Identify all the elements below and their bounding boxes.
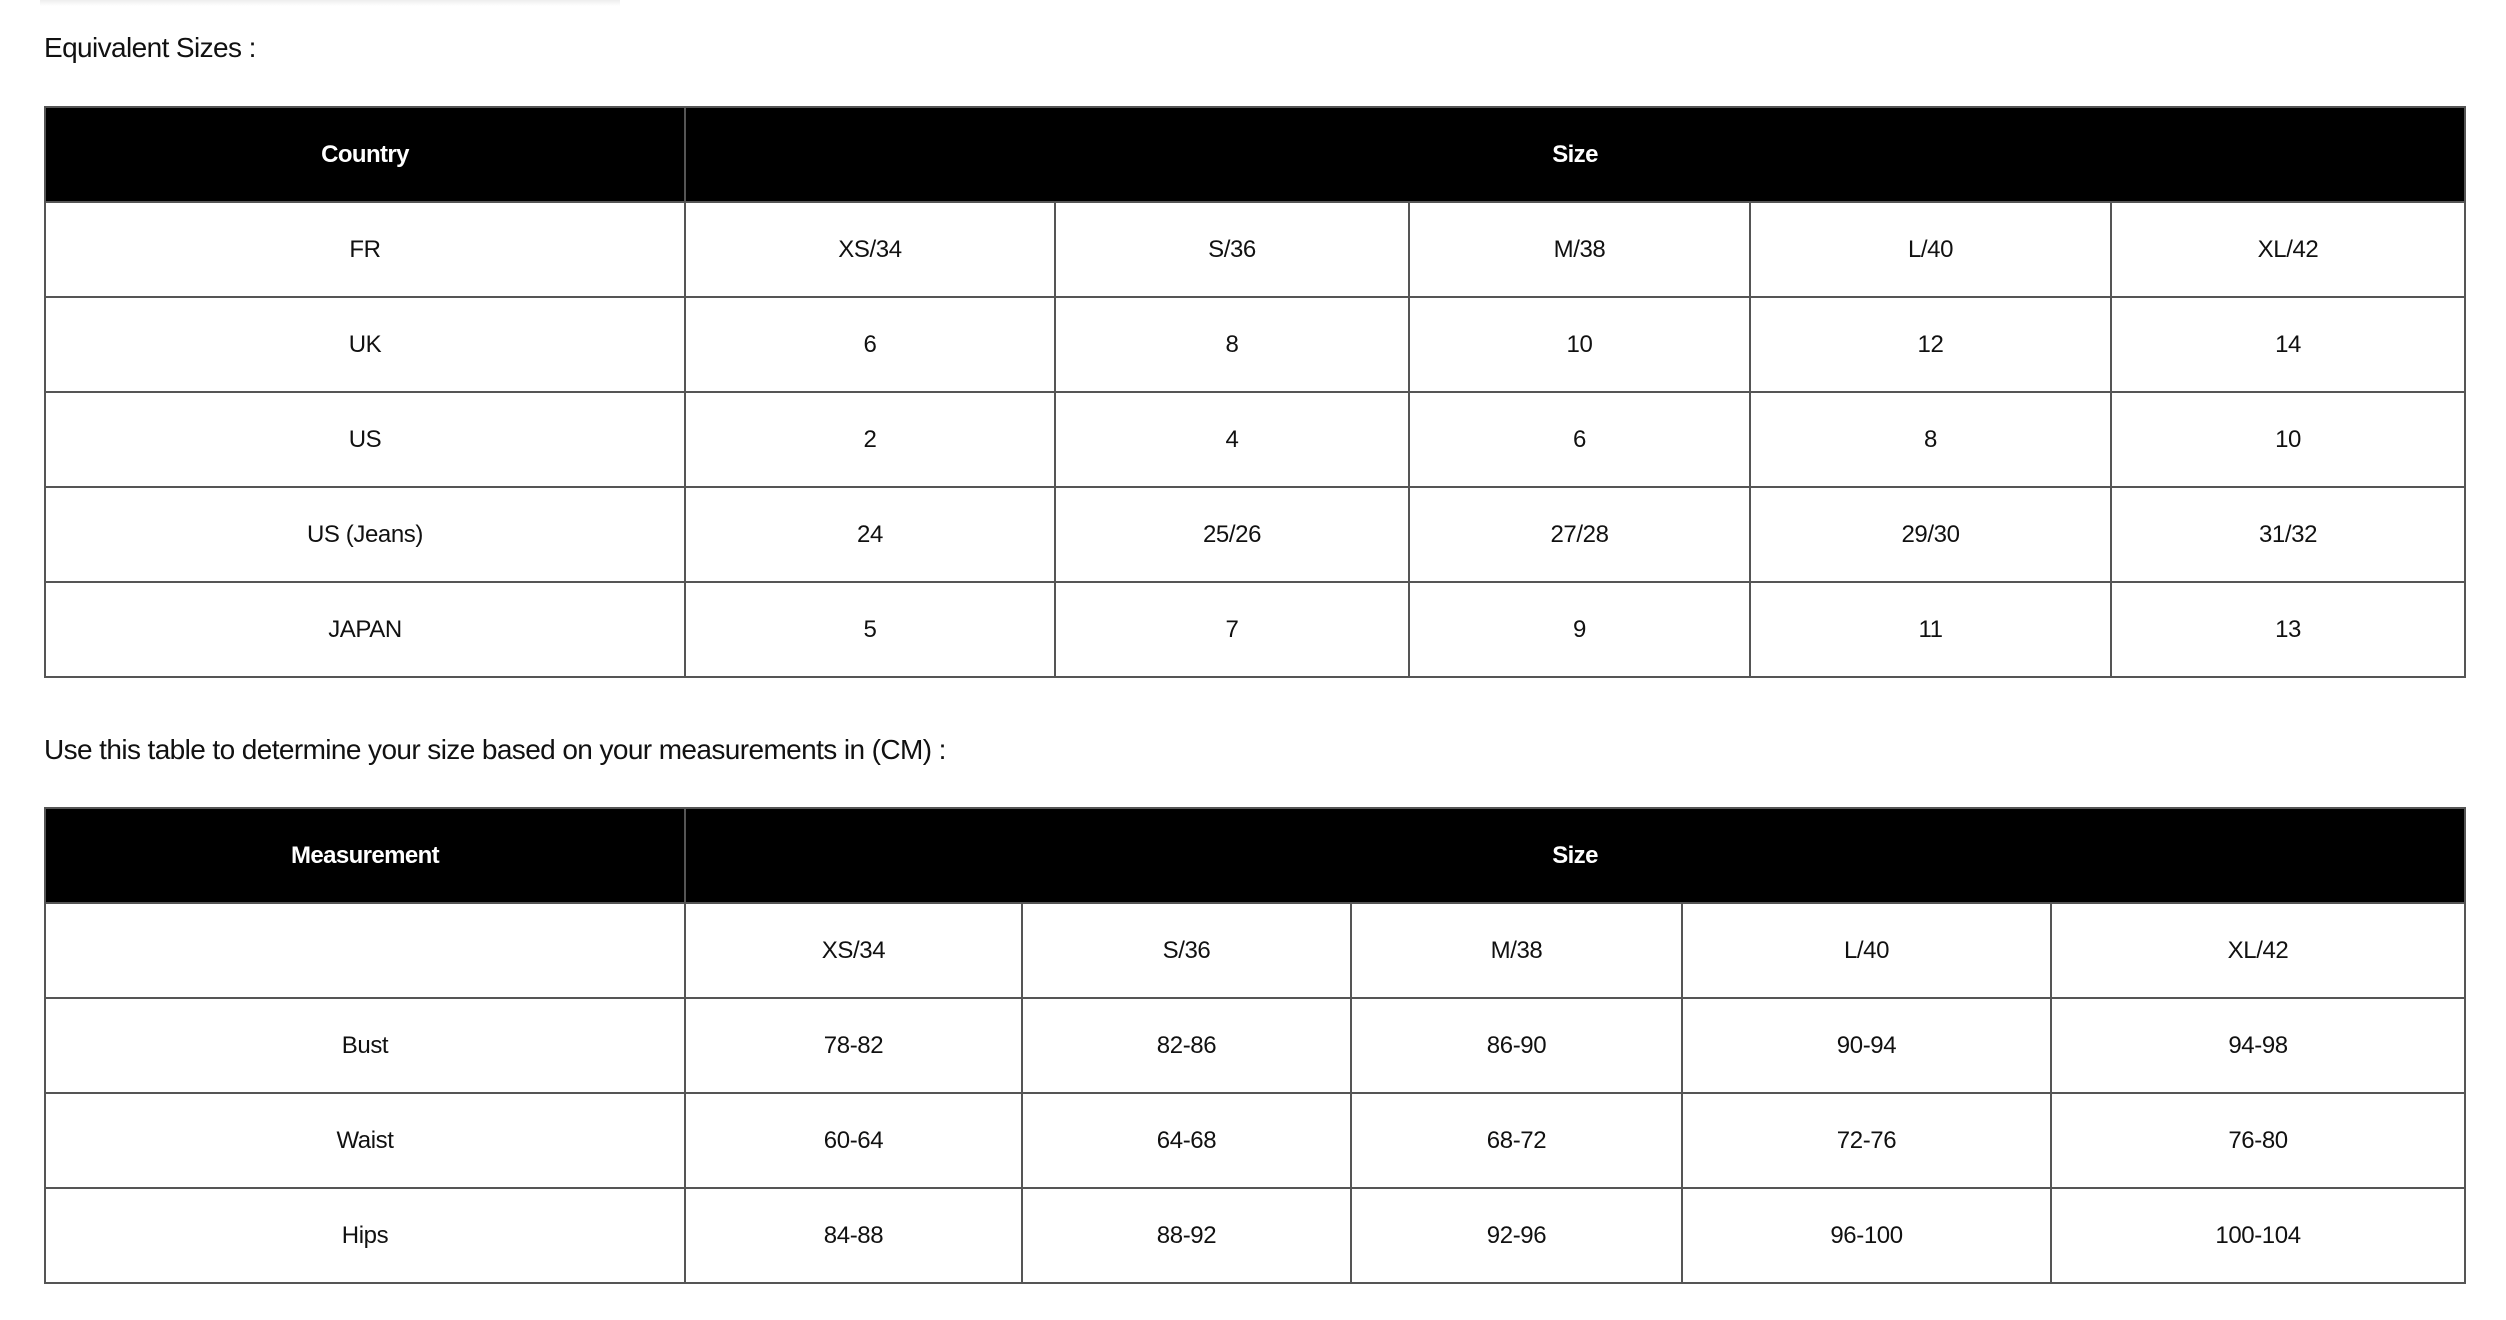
table-row: [45, 582, 2465, 677]
size-column-header: Size: [685, 808, 2465, 903]
top-fade-divider: [40, 0, 620, 6]
table-cell: 72-76: [1682, 1093, 2051, 1188]
table-row: [45, 1188, 2465, 1283]
table-cell: 82-86: [1022, 998, 1351, 1093]
table-cell: 84-88: [685, 1188, 1022, 1283]
measurements-heading: Use this table to determine your size based on your measurements in (CM) :: [44, 734, 946, 765]
table-cell: 11: [1750, 582, 2111, 677]
table-cell: 94-98: [2051, 998, 2465, 1093]
table-cell: 24: [685, 487, 1055, 582]
table-cell: 27/28: [1409, 487, 1750, 582]
table-cell: S/36: [1055, 202, 1409, 297]
size-column-header: Size: [685, 107, 2465, 202]
table-row: [45, 392, 2465, 487]
row-label: US: [45, 392, 685, 487]
row-label: UK: [45, 297, 685, 392]
table-cell: 8: [1055, 297, 1409, 392]
table-cell: 86-90: [1351, 998, 1682, 1093]
table-cell: M/38: [1409, 202, 1750, 297]
table-cell: 13: [2111, 582, 2465, 677]
table-cell: 9: [1409, 582, 1750, 677]
table-cell: 10: [1409, 297, 1750, 392]
row-label: [45, 903, 685, 998]
table-cell: XS/34: [685, 903, 1022, 998]
table-row: [45, 903, 2465, 998]
table-cell: 60-64: [685, 1093, 1022, 1188]
table-row: [45, 202, 2465, 297]
table-cell: L/40: [1682, 903, 2051, 998]
equivalent-sizes-table: [44, 106, 2466, 678]
table-cell: 4: [1055, 392, 1409, 487]
table-cell: 10: [2111, 392, 2465, 487]
country-column-header: Country: [45, 107, 685, 202]
row-label: Waist: [45, 1093, 685, 1188]
table-cell: 29/30: [1750, 487, 2111, 582]
table-cell: 88-92: [1022, 1188, 1351, 1283]
table-cell: 64-68: [1022, 1093, 1351, 1188]
table-row: [45, 1093, 2465, 1188]
table-cell: 68-72: [1351, 1093, 1682, 1188]
measurements-table: [44, 807, 2466, 1284]
measurement-column-header: Measurement: [45, 808, 685, 903]
row-label: Bust: [45, 998, 685, 1093]
table-cell: 100-104: [2051, 1188, 2465, 1283]
table-cell: 76-80: [2051, 1093, 2465, 1188]
table-cell: 6: [685, 297, 1055, 392]
table-cell: 6: [1409, 392, 1750, 487]
table-row: [45, 297, 2465, 392]
table-cell: XL/42: [2051, 903, 2465, 998]
table-cell: XS/34: [685, 202, 1055, 297]
table-header-row: [45, 107, 2465, 202]
table-cell: 12: [1750, 297, 2111, 392]
table-cell: M/38: [1351, 903, 1682, 998]
table-cell: 2: [685, 392, 1055, 487]
table-cell: 7: [1055, 582, 1409, 677]
table-row: [45, 487, 2465, 582]
table-cell: 78-82: [685, 998, 1022, 1093]
table-cell: L/40: [1750, 202, 2111, 297]
table-cell: XL/42: [2111, 202, 2465, 297]
table-row: [45, 998, 2465, 1093]
table-cell: 25/26: [1055, 487, 1409, 582]
row-label: Hips: [45, 1188, 685, 1283]
row-label: US (Jeans): [45, 487, 685, 582]
table-cell: S/36: [1022, 903, 1351, 998]
table-cell: 14: [2111, 297, 2465, 392]
table-header-row: [45, 808, 2465, 903]
table-cell: 5: [685, 582, 1055, 677]
table-cell: 96-100: [1682, 1188, 2051, 1283]
table-cell: 90-94: [1682, 998, 2051, 1093]
table-cell: 8: [1750, 392, 2111, 487]
equivalent-sizes-heading: Equivalent Sizes :: [44, 32, 256, 63]
row-label: JAPAN: [45, 582, 685, 677]
table-cell: 31/32: [2111, 487, 2465, 582]
row-label: FR: [45, 202, 685, 297]
table-cell: 92-96: [1351, 1188, 1682, 1283]
